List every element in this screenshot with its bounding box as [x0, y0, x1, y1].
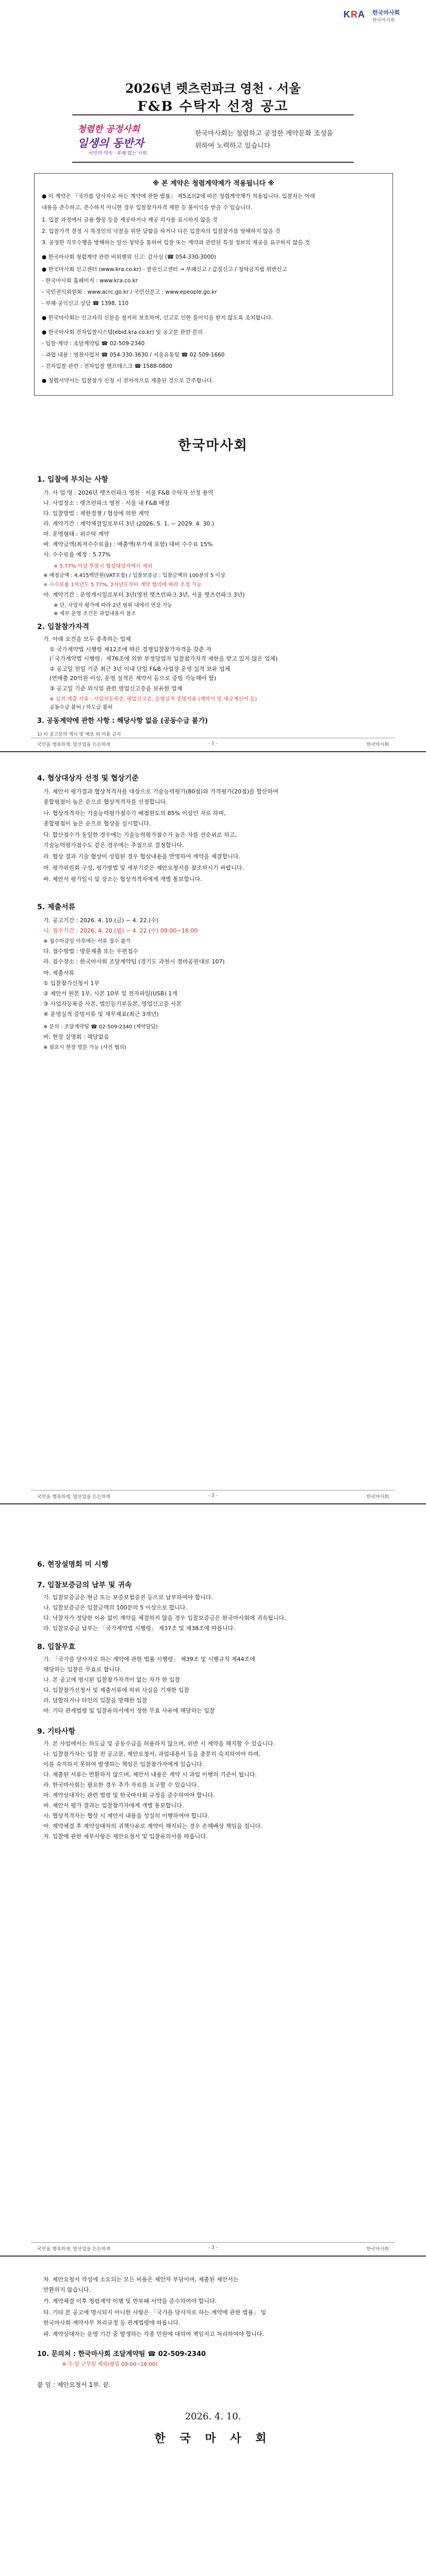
section-3-heading: 3. 공동계약에 관한 사항 : 해당사항 없음 (공동수급 불가): [37, 717, 208, 725]
section-4-item: 기술능력평가점수도 같은 경우에는 추첨으로 결정합니다.: [43, 842, 184, 849]
title-divider: [72, 114, 354, 115]
section-5-item: ① 입찰참가신청서 1부: [43, 980, 100, 987]
section-2-note: 공동수급 불허 / 하도급 불허: [50, 705, 113, 710]
notice-line: - 국민권익위원회 : www.acrc.go.kr / 국민신문고 : www.epeople.go.kr: [42, 289, 217, 295]
section-1-note: ※ 수수료율 1차년도 5.77%, 2차년도부터 계약 협의에 따라 조정 가능: [43, 582, 202, 588]
kra-logo-sub: 한국마사회: [372, 18, 395, 23]
section-9-item: 가. 본 사업에서는 하도급 및 공동수급을 허용하지 않으며, 위반 시 계약을 해지할 수 있습니다.: [43, 1740, 275, 1747]
section-5-item: 라. 접수장소 : 한국마사회 조달계약팀 (경기도 과천시 경마공원대로 107): [43, 958, 225, 965]
kra-logo: [343, 7, 405, 28]
section-7-heading: 7. 입찰보증금의 납부 및 귀속: [37, 1581, 132, 1589]
section-4-item: 라. 협상 결과 기술 협상이 성립된 경우 협상내용을 반영하여 계약을 체결합니다.: [43, 853, 240, 860]
section-5-item: ② 제안서 원본 1부, 사본 10부 및 전자파일(USB) 1개: [43, 990, 177, 997]
page-number: - 1 -: [208, 741, 218, 746]
notice-line: - 입찰·계약 : 조달계약팀 ☎ 02-509-2340: [42, 341, 145, 347]
section-8-heading: 8. 입찰무효: [37, 1643, 76, 1651]
section-2-item: (「국가계약법 시행령」제76조에 의한 부정당업자 입찰참가자격 제한을 받고 있지 않은 업체): [50, 655, 278, 662]
section-9-item: 바. 제안서 평가 결과는 입찰참가자에게 개별 통보합니다.: [43, 1802, 184, 1809]
footer-divider: [31, 2242, 395, 2243]
section-9-item: 한국마사회 계약사무 처리규정 등 관계법령에 따릅니다.: [43, 2319, 181, 2326]
notice-line: ● 청렴서약서는 입찰참가 신청 시 전자적으로 제출된 것으로 간주합니다.: [42, 378, 214, 384]
integrity-slogan-line1: 한국마사회는 청렴하고 공정한 계약문화 조성을: [195, 130, 333, 138]
campaign-line1: 청렴한 공정사회: [77, 124, 140, 134]
integrity-contract-notice-box: [34, 173, 393, 396]
section-9-item: 아. 계약체결 후 계약상대자의 귀책사유로 계약이 해지되는 경우 손해배상 책임을 집니다.: [43, 1823, 263, 1829]
notice-line: - 과업 내용 : 영천사업처 ☎ 054-330-3630 / 서울유통팀 ☎ 02-509-1660: [42, 352, 225, 358]
footnote: 1) 이 공고문의 게시 및 배포 외 이용 금지: [37, 732, 121, 737]
integrity-slogan-line2: 위하여 노력하고 있습니다: [195, 142, 271, 150]
section-1-note: ※ 예정금액 : 4,415백만원(VAT포함) / 입찰보증금 : 입찰금액의 100분의 5 이상: [43, 573, 225, 579]
section-4-heading: 4. 협상대상자 선정 및 협상기준: [37, 774, 139, 783]
section-6-heading: 6. 현장설명회 미 시행: [37, 1561, 108, 1569]
section-7-item: 나. 입찰보증금은 입찰금액의 100분의 5 이상으로 합니다.: [43, 1604, 188, 1611]
section-5-note: ※ 필요시 현장 방문 가능 (사전 협의): [43, 1045, 126, 1050]
section-5-item: 나. 접수기간 : 2026. 4. 20.(월) ~ 4. 22.(수) 09:00~16:00: [43, 927, 198, 934]
section-8-item: 마. 기타 관계법령 및 입찰유의서에서 정한 무효 사유에 해당하는 입찰: [43, 1707, 215, 1714]
section-1-item: 아. 계약기간 : 운영개시일로부터 3년(영천 렛츠런파크 3년, 서울 렛츠런파크 3년): [43, 591, 245, 598]
section-1-item: 사. 수수료율 예정 : 5.77%: [43, 551, 111, 558]
section-9-item: 이를 숙지하지 못하여 발생하는 책임은 입찰참가자에게 있습니다.: [43, 1761, 204, 1768]
footer-slogan: 국민을 행복하게, 말산업을 든든하게: [37, 2247, 110, 2252]
section-8-item: 나. 본 공고에 명시된 입찰참가자격이 없는 자가 한 입찰: [43, 1676, 181, 1683]
section-1-item: 가. 사 업 명 : 2026년 렛츠런파크 영천 · 서울 F&B 수탁자 선정 용역: [43, 489, 214, 496]
section-9-item: 타. 기타 본 공고에 명시되지 아니한 사항은 「국가를 당사자로 하는 계약에 관한 법률」 및: [43, 2309, 267, 2316]
section-2-heading: 2. 입찰참가자격: [37, 623, 90, 631]
section-1-note: ※ 단, 사업자 평가에 따라 2년 범위 내에서 연장 가능: [54, 603, 173, 608]
section-7-item: 가. 입찰보증금은 현금 또는 보증보험증권 등으로 납부하여야 합니다.: [43, 1594, 213, 1601]
section-4-item: 종합평점이 높은 순으로 협상을 실시합니다.: [43, 820, 151, 827]
section-1-note: ※ 5.77% 이상 투찰시 협상대상자에서 제외: [54, 564, 153, 569]
section-9-item: 차. 제안요청서 작성에 소요되는 모든 비용은 제안자 부담이며, 제출된 제안서는: [43, 2276, 239, 2283]
section-8-item: 다. 입찰참가신청서 및 제출서류에 허위 사실을 기재한 입찰: [43, 1687, 189, 1693]
notice-box-header: ※ 본 계약은 청렴계약제가 적용됩니다 ※: [152, 180, 275, 188]
section-2-item: (연매출 20억원 이상, 운영 실적은 계약서 등으로 증빙 가능해야 함): [50, 675, 217, 682]
section-1-item: 바. 계약금액(최저수수료율) : 매출액(부가세 포함) 대비 수수료 15%: [43, 541, 213, 548]
campaign-line3: 국민의 약속 · 부패 없는 사회: [89, 151, 147, 156]
kra-logo-korean: 한국마사회: [372, 9, 400, 16]
notice-title-line2: F&B 수탁자 선정 공고: [137, 99, 289, 114]
section-1-item: 라. 계약기간 : 계약체결일로부터 3년 (2026. 5. 1. ~ 2029. 4. 30.): [43, 520, 215, 527]
footer-org: 한국마사회: [366, 1495, 389, 1500]
kra-logo-mark: KRA: [343, 9, 365, 20]
section-5-item: ④ 운영실적 증빙서류 및 재무제표(최근 3개년): [43, 1011, 159, 1018]
section-5-item: 마. 제출서류: [43, 970, 75, 976]
notice-line: ● 한국마사회 청렴계약 관련 비위행위 신고: 감사실 (☎ 054-330-3000): [42, 254, 216, 260]
footer-slogan: 국민을 행복하게, 말산업을 든든하게: [37, 1495, 110, 1500]
section-4-item: 가. 제안서 평가결과 협상적격자를 대상으로 기술능력평가(80점)와 가격평가(20점)를 합산하여: [43, 788, 278, 795]
page-number: - 2 -: [208, 1493, 218, 1498]
section-2-item: ③ 공고일 기준 외식업 관련 영업신고증을 보유한 업체: [50, 685, 183, 692]
section-4-item: 바. 제안서 평가일시 및 장소는 협상적격자에게 개별 통보합니다.: [43, 876, 202, 883]
notice-line: 3. 공정한 직무수행을 방해하는 알선·청탁을 통하여 입찰 또는 계약과 관련된 특정 정보의 제공을 요구하지 않을 것: [42, 240, 310, 246]
section-2-subheading: 가. 아래 요건을 모두 충족하는 업체: [43, 636, 131, 642]
footer-org: 한국마사회: [366, 742, 389, 748]
section-5-item: ③ 사업자등록증 사본, 법인등기부등본, 영업신고증 사본: [43, 1001, 182, 1007]
section-2-item: ① 국가계약법 시행령 제12조에 따른 경쟁입찰참가자격을 갖춘 자: [50, 646, 211, 653]
section-9-item: 다. 제출된 서류는 반환하지 않으며, 제안서 내용은 계약 시 과업 이행의 기준이 됩니다.: [43, 1771, 257, 1778]
attachment-line: 붙 임 : 제안요청서 1부. 끝.: [37, 2381, 111, 2388]
notice-line: 내용을 준수하고, 준수하지 아니한 경우 입찰참가자격 제한 등 불이익을 받을 수 있습니다.: [42, 205, 253, 211]
section-9-item: 라. 한국마사회는 필요한 경우 추가 자료를 요구할 수 있습니다.: [43, 1782, 199, 1788]
issuer-signature: 한 국 마 사 회: [154, 2432, 272, 2445]
section-8-item: 가. 「국가를 당사자로 하는 계약에 관한 법률 시행령」 제39조 및 시행규칙 제44조에: [43, 1656, 255, 1663]
section-9-item: 나. 입찰참가자는 입찰 전 공고문, 제안요청서, 과업내용서 등을 충분히 숙지하여야 하며,: [43, 1751, 260, 1757]
notice-title-line1: 2026년 렛츠런파크 영천 · 서울: [125, 81, 301, 96]
section-9-heading: 9. 기타사항: [37, 1727, 76, 1736]
section-9-item: 자. 입찰에 관한 세부사항은 제안요청서 및 입찰유의서를 따릅니다.: [43, 1833, 208, 1840]
page-2: [0, 752, 426, 1504]
page-3: [0, 1504, 426, 2257]
footer-org: 한국마사회: [366, 2247, 389, 2252]
section-1-heading: 1. 입찰에 부치는 사항: [37, 476, 108, 484]
section-9-item: 파. 계약상대자는 운영 기간 중 발생하는 각종 민원에 대하여 책임지고 처리하여야 합니다.: [43, 2331, 264, 2337]
section-5-heading: 5. 제출서류: [37, 903, 76, 911]
section-9-item: 사. 협상적격자는 협상 시 제안서 내용을 성실히 이행하여야 합니다.: [43, 1812, 209, 1819]
notice-line: 2. 입찰가격 결정 시 특정인의 낙찰을 위한 담합을 하거나 다른 입찰자의 입찰참가를 방해하지 않을 것: [42, 228, 281, 234]
page-number: - 3 -: [208, 2245, 218, 2250]
section-9-item: 마. 계약상대자는 관련 법령 및 한국마사회 규정을 준수하여야 합니다.: [43, 1792, 215, 1799]
section-9-item: 반환하지 않습니다.: [43, 2286, 91, 2293]
section-5-note: 바. 현장 설명회 : 해당없음: [43, 1033, 109, 1040]
section-7-item: 다. 낙찰자가 정당한 이유 없이 계약을 체결하지 않을 경우 입찰보증금은 한국마사회에 귀속됩니다.: [43, 1615, 286, 1621]
notice-line: - 전자입찰 관련 : 전자입찰 헬프데스크 ☎ 1588-0800: [42, 363, 173, 369]
notice-line: ● 한국마사회 신고센터 (www.kra.co.kr) - 클린신고센터 → 부패신고 / 갑질신고 / 청탁금지법 위반신고: [42, 266, 287, 273]
section-1-item: 마. 운영형태 : 위수탁 계약: [43, 531, 109, 537]
organization-heading: 한국마사회: [178, 438, 248, 453]
page-4: [0, 2257, 426, 2576]
section-5-note: ※ 문의 : 조달계약팀 ☎ 02-509-2340 (계약담당): [43, 1024, 158, 1030]
section-4-item: 마. 평가위원회 구성, 평가방법 및 세부기준은 제안요청서를 참조하시기 바랍니다.: [43, 865, 244, 871]
section-8-item: 해당하는 입찰은 무효로 합니다.: [43, 1666, 122, 1673]
section-5-item: ※ 접수마감일 이후에는 서류 접수 불가: [43, 939, 131, 944]
section-10-heading: 10. 문의처 : 한국마사회 조달계약팀 ☎ 02-509-2340: [37, 2350, 206, 2358]
section-8-item: 라. 담합하거나 타인의 입찰을 방해한 입찰: [43, 1697, 148, 1704]
section-4-item: 다. 합산점수가 동일한 경우에는 기술능력평가점수가 높은 자를 선순위로 하고,: [43, 832, 237, 838]
footer-slogan: 국민을 행복하게, 말산업을 든든하게: [37, 742, 110, 748]
campaign-line2: 일생의 동반자: [77, 137, 144, 149]
section-7-item: 라. 입찰보증금 납부는 「국가계약법 시행령」 제37조 및 제38조에 따릅니다.: [43, 1625, 235, 1632]
notice-line: ● 이 계약은 『국가를 당사자로 하는 계약에 관한 법률』 제5조의2에 따른 청렴계약제가 적용됩니다. 입찰자는 아래: [42, 193, 315, 199]
section-1-item: 다. 입찰방법 : 제한경쟁 / 협상에 의한 계약: [43, 510, 150, 517]
page-1: [0, 0, 426, 752]
section-1-item: 나. 사업장소 : 렛츠런파크 영천 · 서울 내 F&B 매장: [43, 500, 170, 506]
section-5-item: 다. 접수방법 : 방문제출 또는 우편접수: [43, 948, 139, 955]
notice-date: 2026. 4. 10.: [185, 2411, 241, 2422]
section-4-item: 나. 협상적격자는 기술능력평가점수가 배점한도의 85% 이상인 자로 하며,: [43, 810, 226, 817]
notice-line: - 한국마사회 홈페이지 : www.kra.co.kr: [42, 278, 138, 284]
section-2-note: ※ 실적 제출 서류 : 사업자등록증, 영업신고증, 운영실적 증명서류 (계약서 및 세금계산서 등): [50, 697, 257, 702]
section-5-item: 가. 공고기간 : 2026. 4. 10.(금) ~ 4. 22.(수): [43, 917, 159, 924]
integrity-campaign-logo: [77, 122, 170, 156]
section-1-note: ※ 세부 운영 조건은 과업내용서 참조: [54, 611, 136, 617]
notice-line: ● 한국마사회는 신고자의 신분을 철저히 보호하며, 신고로 인한 불이익을 받지 않도록 조치합니다.: [42, 315, 273, 321]
section-4-item: 종합평점이 높은 순으로 협상적격자를 선정합니다.: [43, 799, 168, 805]
campaign-divider: [72, 162, 354, 163]
notice-line: ● 한국마사회 전자입찰시스템(ebid.kra.co.kr) 및 공고문 관련 문의: [42, 329, 203, 335]
notice-line: - 부패·공익신고 상담 ☎ 1398, 110: [42, 300, 129, 307]
section-2-item: ② 공고일 전일 기준 최근 3년 이내 단일 F&B 사업장 운영 실적 보유 업체: [50, 666, 231, 672]
section-9-item: 카. 계약체결 이후 청렴계약 이행 및 반부패 서약을 준수하여야 합니다.: [43, 2298, 217, 2304]
section-10-note: ※ 수·일 근무일 제외(평일 09:00~18:00): [62, 2362, 158, 2367]
notice-line: 1. 입찰 과정에서 금품·향응 등을 제공하거나 제공 의사를 표시하지 않을 것: [42, 217, 218, 223]
